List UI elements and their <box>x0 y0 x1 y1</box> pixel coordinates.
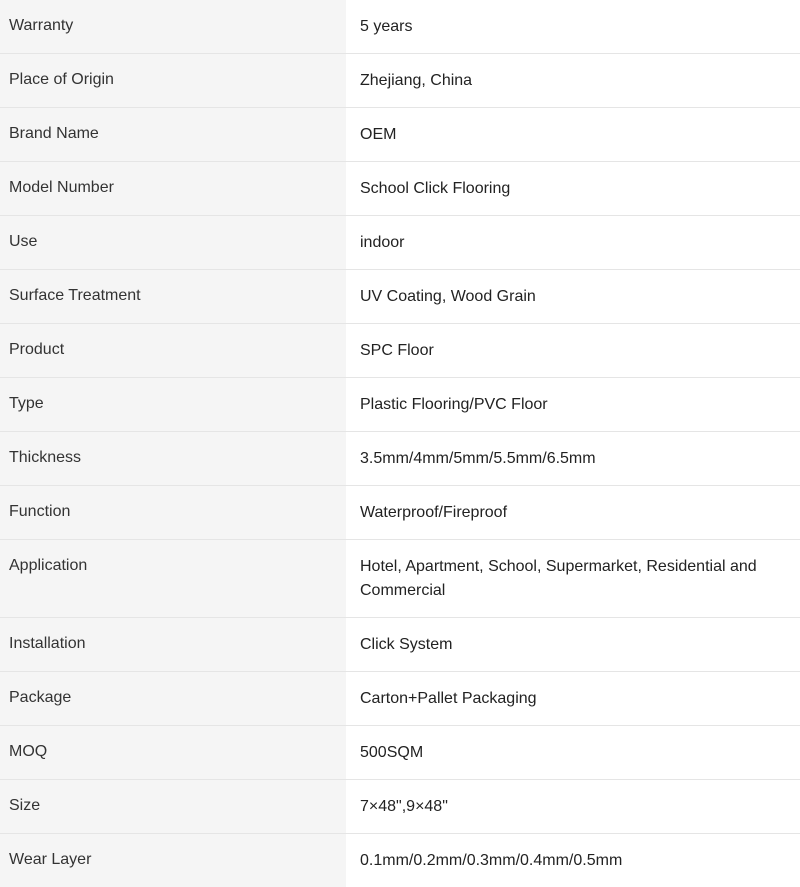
spec-key: Use <box>0 216 346 270</box>
spec-value: 7×48",9×48" <box>346 780 800 834</box>
spec-key: Type <box>0 378 346 432</box>
spec-row-surface-treatment <box>0 270 800 324</box>
spec-key: Application <box>0 540 346 618</box>
spec-key: Model Number <box>0 162 346 216</box>
spec-row-product <box>0 324 800 378</box>
spec-value: Zhejiang, China <box>346 54 800 108</box>
spec-row-package <box>0 672 800 726</box>
spec-value: School Click Flooring <box>346 162 800 216</box>
spec-key: Thickness <box>0 432 346 486</box>
spec-key: Size <box>0 780 346 834</box>
spec-value: 500SQM <box>346 726 800 780</box>
spec-row-type <box>0 378 800 432</box>
spec-key: Product <box>0 324 346 378</box>
spec-value: UV Coating, Wood Grain <box>346 270 800 324</box>
spec-value: Waterproof/Fireproof <box>346 486 800 540</box>
spec-key: MOQ <box>0 726 346 780</box>
spec-key: Function <box>0 486 346 540</box>
spec-row-application <box>0 540 800 618</box>
spec-key: Warranty <box>0 0 346 54</box>
spec-key: Package <box>0 672 346 726</box>
spec-value: Click System <box>346 618 800 672</box>
spec-value: 5 years <box>346 0 800 54</box>
spec-value: Plastic Flooring/PVC Floor <box>346 378 800 432</box>
spec-row-moq <box>0 726 800 780</box>
spec-row-use <box>0 216 800 270</box>
spec-value: 3.5mm/4mm/5mm/5.5mm/6.5mm <box>346 432 800 486</box>
spec-value: Carton+Pallet Packaging <box>346 672 800 726</box>
spec-row-installation <box>0 618 800 672</box>
spec-value: SPC Floor <box>346 324 800 378</box>
spec-value: indoor <box>346 216 800 270</box>
spec-key: Wear Layer <box>0 834 346 887</box>
spec-value: Hotel, Apartment, School, Supermarket, Residential and Commercial <box>346 540 800 618</box>
spec-key: Installation <box>0 618 346 672</box>
spec-value: OEM <box>346 108 800 162</box>
spec-row-function <box>0 486 800 540</box>
spec-value: 0.1mm/0.2mm/0.3mm/0.4mm/0.5mm <box>346 834 800 887</box>
spec-key: Place of Origin <box>0 54 346 108</box>
spec-row-size <box>0 780 800 834</box>
spec-row-model-number <box>0 162 800 216</box>
spec-row-brand-name <box>0 108 800 162</box>
spec-row-wear-layer <box>0 834 800 887</box>
spec-row-place-of-origin <box>0 54 800 108</box>
spec-key: Surface Treatment <box>0 270 346 324</box>
spec-row-warranty <box>0 0 800 54</box>
spec-row-thickness <box>0 432 800 486</box>
spec-key: Brand Name <box>0 108 346 162</box>
